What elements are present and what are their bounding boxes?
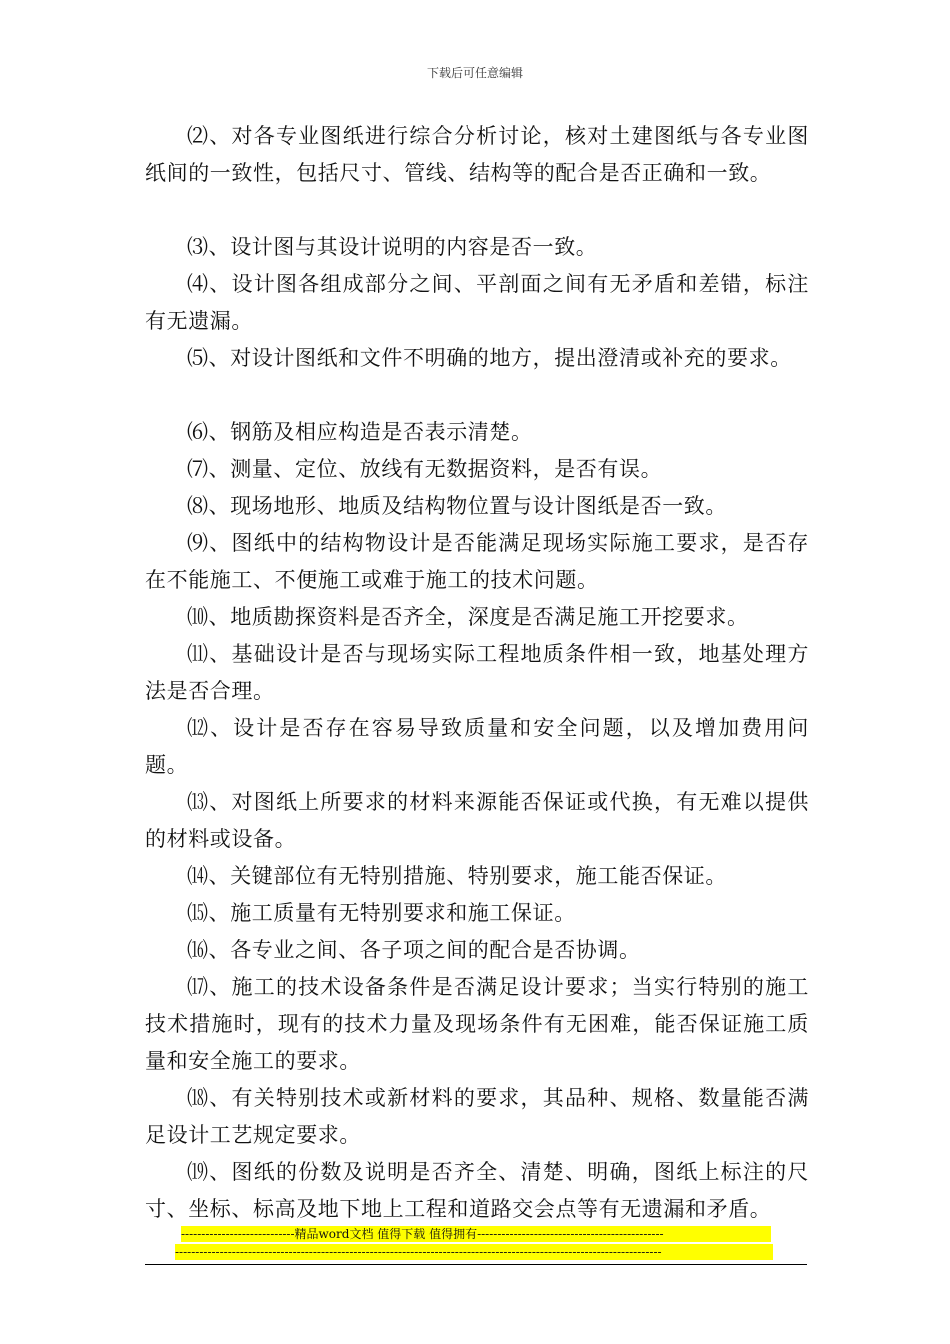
paragraph-item-6: ⑹、钢筋及相应构造是否表示清楚。 xyxy=(187,420,533,444)
paragraph-item-17: ⒄、施工的技术设备条件是否满足设计要求；当实行特别的施工技术措施时，现有的技术力量及现场条件有无困难，能否保证施工质量和安全施工的要求。 xyxy=(145,975,809,1073)
paragraph-item-5: ⑸、对设计图纸和文件不明确的地方，提出澄清或补充的要求。 xyxy=(187,346,792,370)
footer-rule xyxy=(145,1264,807,1265)
paragraph-item-19: ⒆、图纸的份数及说明是否齐全、清楚、明确，图纸上标注的尺寸、坐标、标高及地下地上工程和道路交会点等有无遗漏和矛盾。 xyxy=(145,1160,809,1221)
paragraph-item-16: ⒃、各专业之间、各子项之间的配合是否协调。 xyxy=(187,938,641,962)
paragraph-item-2: ⑵、对各专业图纸进行综合分析讨论，核对土建图纸与各专业图纸间的一致性，包括尺寸、管线、结构等的配合是否正确和一致。 xyxy=(145,124,809,185)
paragraph-item-3: ⑶、设计图与其设计说明的内容是否一致。 xyxy=(187,235,598,259)
paragraph-item-7: ⑺、测量、定位、放线有无数据资料，是否有误。 xyxy=(187,457,663,481)
document-body xyxy=(145,118,809,1228)
page-footer xyxy=(145,1226,809,1265)
paragraph-item-8: ⑻、现场地形、地质及结构物位置与设计图纸是否一致。 xyxy=(187,494,727,518)
paragraph-item-14: ⒁、关键部位有无特别措施、特别要求，施工能否保证。 xyxy=(187,864,727,888)
paragraph-item-4: ⑷、设计图各组成部分之间、平剖面之间有无矛盾和差错，标注有无遗漏。 xyxy=(145,272,809,333)
paragraph-item-11: ⑾、基础设计是否与现场实际工程地质条件相一致，地基处理方法是否合理。 xyxy=(145,642,809,703)
paragraph-item-9: ⑼、图纸中的结构物设计是否能满足现场实际施工要求，是否存在不能施工、不便施工或难于施工的技术问题。 xyxy=(145,531,809,592)
footer-banner: ----------------------------精品word文档 值得下载 值得拥有---------------------------------------------- xyxy=(181,1226,771,1242)
page-header: 下载后可任意编辑 xyxy=(426,66,523,80)
paragraph-item-13: ⒀、对图纸上所要求的材料来源能否保证或代换，有无难以提供的材料或设备。 xyxy=(145,790,809,851)
paragraph-item-10: ⑽、地质勘探资料是否齐全，深度是否满足施工开挖要求。 xyxy=(187,605,749,629)
paragraph-item-15: ⒂、施工质量有无特别要求和施工保证。 xyxy=(187,901,576,925)
paragraph-item-18: ⒅、有关特别技术或新材料的要求，其品种、规格、数量能否满足设计工艺规定要求。 xyxy=(145,1086,809,1147)
paragraph-item-12: ⑿、设计是否存在容易导致质量和安全问题，以及增加费用问题。 xyxy=(145,716,809,777)
footer-dash-line: ------------------------------------------------------------------------------------------------------------------------ xyxy=(175,1244,773,1260)
